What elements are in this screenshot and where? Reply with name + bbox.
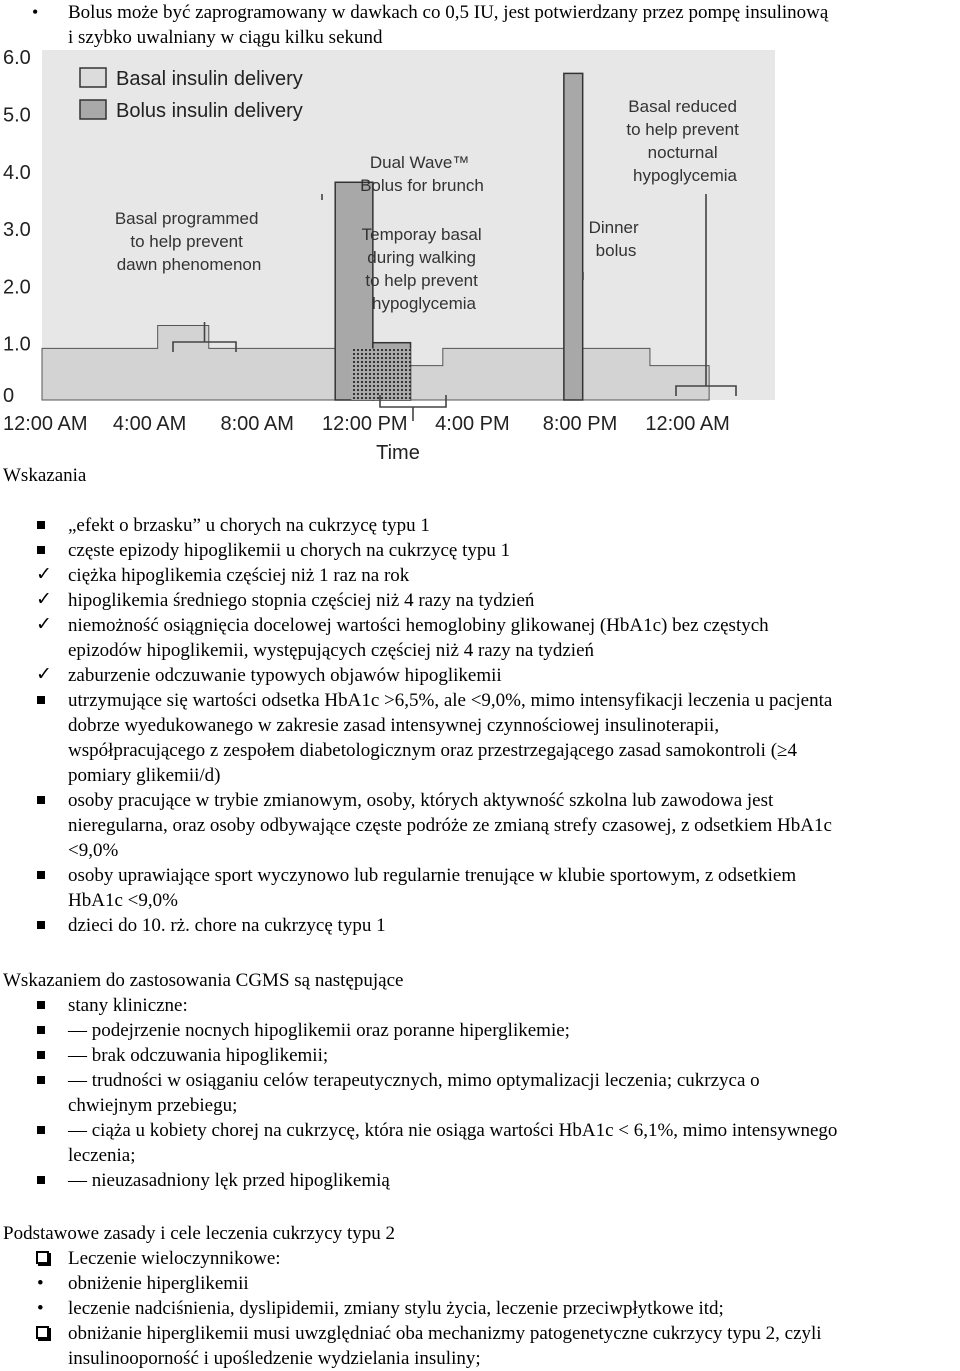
- list-item: [0, 1118, 960, 1168]
- annotation-basal-reduced: Basal reduced to help prevent nocturnal hypoglycemia: [626, 97, 739, 185]
- list-item-line: Leczenie wieloczynnikowe:: [68, 1248, 281, 1269]
- list-item: [0, 538, 960, 563]
- x-tick-label: 8:00 PM: [542, 413, 618, 435]
- list-item-line: chwiejnym przebiegu;: [68, 1095, 238, 1116]
- annotation-dual-wave: Dual Wave™ Bolus for brunch: [360, 153, 484, 195]
- cgms-list: [0, 993, 960, 1193]
- legend-swatch-basal: [80, 68, 106, 87]
- list-item-line: epizodów hipoglikemii, występujących częściej niż 4 razy na tydzień: [68, 640, 595, 661]
- x-tick-label: 12:00 AM: [645, 413, 730, 435]
- list-item: [0, 663, 960, 688]
- list-item: [0, 1043, 960, 1068]
- list-item: [0, 913, 960, 938]
- list-item: [0, 1271, 960, 1296]
- list-item-line: osoby pracujące w trybie zmianowym, osoby, których aktywność szkolna lub zawodowa jest: [68, 790, 774, 811]
- legend-label-bolus: Bolus insulin delivery: [116, 100, 303, 122]
- list-item-line: „efekt o brzasku” u chorych na cukrzycę typu 1: [68, 515, 430, 536]
- list-item-line: dzieci do 10. rż. chore na cukrzycę typu 1: [68, 915, 386, 936]
- list-item-line: obniżenie hiperglikemii: [68, 1273, 249, 1294]
- list-item: [0, 1321, 960, 1371]
- list-item: [0, 588, 960, 613]
- list-item-line: leczenia;: [68, 1145, 136, 1166]
- list-item-line: osoby uprawiające sport wyczynowo lub regularnie trenujące w klubie sportowym, z odsetkiem: [68, 865, 797, 886]
- list-item-line: insulinooporność i upośledzenie wydzielania insuliny;: [68, 1348, 481, 1369]
- bolus-bar: [564, 73, 583, 400]
- insulin-chart-svg: [0, 44, 780, 468]
- list-item: [0, 613, 960, 663]
- list-item-line: pomiary glikemii/d): [68, 765, 221, 786]
- y-tick-label: 4.0: [3, 161, 31, 184]
- x-tick-label: 12:00 PM: [321, 413, 408, 435]
- list-item-line: utrzymujące się wartości odsetka HbA1c >6,5%, ale <9,0%, mimo intensyfikacji leczenia u pacjenta: [68, 690, 833, 711]
- list-item: [0, 788, 960, 863]
- list-item-line: hipoglikemia średniego stopnia częściej niż 4 razy na tydzień: [68, 590, 535, 611]
- heading-type2-principles: Podstawowe zasady i cele leczenia cukrzycy typu 2: [3, 1223, 395, 1244]
- x-tick-label: 4:00 PM: [435, 413, 510, 435]
- top-bullet-line-2: i szybko uwalniany w ciągu kilku sekund: [68, 27, 383, 48]
- annotation-dinner-bolus: Dinner bolus: [588, 218, 639, 260]
- insulin-delivery-chart: [0, 44, 780, 468]
- list-item-line: HbA1c <9,0%: [68, 890, 178, 911]
- list-item-line: stany kliniczne:: [68, 995, 188, 1016]
- dual-wave-extended-area: [351, 348, 410, 400]
- y-tick-label: 0: [3, 385, 15, 407]
- y-tick-label: 6.0: [3, 47, 31, 70]
- list-item: [0, 863, 960, 913]
- top-bullet-line-1: Bolus może być zaprogramowany w dawkach co 0,5 IU, jest potwierdzany przez pompę insulinową: [68, 2, 829, 23]
- list-item-line: niemożność osiągnięcia docelowej wartości hemoglobiny glikowanej (HbA1c) bez częstych: [68, 615, 769, 636]
- list-item-line: obniżanie hiperglikemii musi uwzględniać oba mechanizmy patogenetyczne cukrzycy typu 2, czyli: [68, 1323, 822, 1344]
- y-tick-label: 5.0: [3, 104, 31, 127]
- list-item-line: częste epizody hipoglikemii u chorych na cukrzycę typu 1: [68, 540, 511, 561]
- list-item: [0, 1018, 960, 1043]
- list-item-line: <9,0%: [68, 840, 119, 861]
- list-item-line: — trudności w osiąganiu celów terapeutycznych, mimo optymalizacji leczenia; cukrzyca o: [68, 1070, 760, 1091]
- y-tick-label: 2.0: [3, 276, 31, 299]
- y-tick-label: 3.0: [3, 219, 31, 242]
- annotation-temporary-basal: Temporay basal during walking to help prevent hypoglycemia: [361, 225, 482, 313]
- top-bullet-item: [0, 0, 960, 50]
- list-item-line: nieregularna, oraz osoby odbywające częste podróże ze zmianą strefy czasowej, z odsetkiem HbA1c: [68, 815, 832, 836]
- list-item: [0, 513, 960, 538]
- list-item-line: leczenie nadciśnienia, dyslipidemii, zmiany stylu życia, leczenie przeciwpłytkowe itd;: [68, 1298, 724, 1319]
- bullet-dot-icon: [32, 0, 62, 25]
- list-item-line: dobrze wyedukowanego w zakresie zasad intensywnej czynnościowej insulinoterapii,: [68, 715, 720, 736]
- legend-swatch-bolus: [80, 100, 106, 119]
- list-item-line: zaburzenie odczuwanie typowych objawów hipoglikemii: [68, 665, 502, 686]
- x-axis-title: Time: [376, 442, 420, 464]
- list-item: [0, 1068, 960, 1118]
- list-item: [0, 1168, 960, 1193]
- list-item: [0, 1296, 960, 1321]
- list-item-line: — brak odczuwania hipoglikemii;: [68, 1045, 329, 1066]
- x-tick-label: 4:00 AM: [112, 413, 187, 435]
- x-tick-label: 12:00 AM: [3, 413, 88, 435]
- list-item-line: — nieuzasadniony lęk przed hipoglikemią: [68, 1170, 390, 1191]
- list-item: [0, 688, 960, 788]
- legend-label-basal: Basal insulin delivery: [116, 68, 303, 90]
- indications-list: [0, 513, 960, 938]
- y-tick-label: 1.0: [3, 333, 31, 356]
- list-item-line: — podejrzenie nocnych hipoglikemii oraz poranne hiperglikemie;: [68, 1020, 570, 1041]
- list-item: [0, 563, 960, 588]
- x-tick-label: 8:00 AM: [220, 413, 294, 435]
- heading-wskazania: Wskazania: [3, 465, 87, 486]
- list-item: [0, 993, 960, 1018]
- list-item-line: — ciąża u kobiety chorej na cukrzycę, która nie osiąga wartości HbA1c < 6,1%, mimo intensywnego: [68, 1120, 838, 1141]
- type2-principles-list: [0, 1246, 960, 1371]
- annotation-basal-programmed: Basal programmed to help prevent dawn phenomenon: [114, 209, 262, 274]
- heading-cgms: Wskazaniem do zastosowania CGMS są następujące: [3, 970, 404, 991]
- list-item: [0, 1246, 960, 1271]
- list-item-line: współpracującego z zespołem diabetologicznym oraz przestrzegającego zasad samokontroli (≥4: [68, 740, 797, 761]
- list-item-line: ciężka hipoglikemia częściej niż 1 raz na rok: [68, 565, 410, 586]
